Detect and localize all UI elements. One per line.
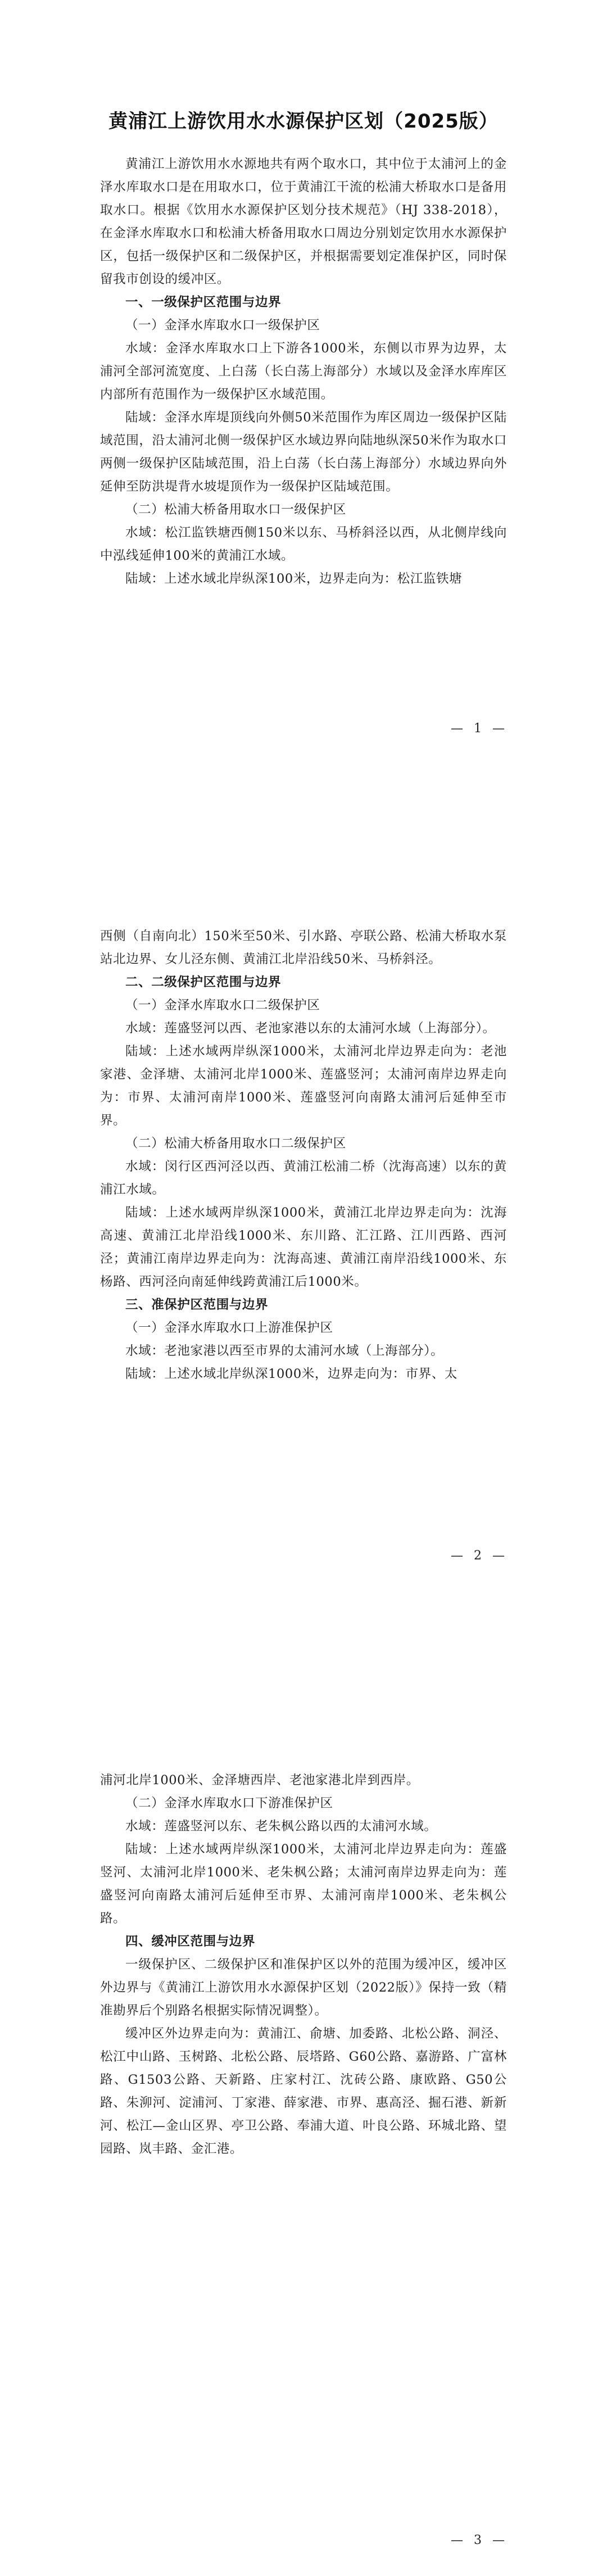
page-3-body — [100, 1769, 507, 2161]
page-3 — [0, 1717, 607, 2576]
page-number: — 3 — — [451, 2533, 508, 2547]
section-heading-4: 四、缓冲区范围与边界 — [125, 1934, 256, 1949]
paragraph: 陆域：上述水域两岸纵深1000米，太浦河北岸边界走向为：老池家港、金泽塘、太浦河北岸1000米、莲盛竖河；太浦河南岸边界走向为：市界、太浦河南岸1000米、莲盛竖河向南路太浦河后延伸至市界。 — [100, 1044, 507, 1128]
paragraph: 陆域：金泽水库堤顶线向外侧50米范围作为库区周边一级保护区陆域范围，沿太浦河北侧一级保护区水域边界向陆地纵深50米作为取水口两侧一级保护区陆域范围，沿上白荡（长白荡上海部分）水域边界向外延伸至防洪堤背水坡堤顶作为一级保护区陆域范围。 — [100, 410, 507, 494]
section-heading-3: 三、准保护区范围与边界 — [125, 1298, 269, 1312]
paragraph: 水域：金泽水库取水口上下游各1000米，东侧以市界为边界，太浦河全部河流宽度、上白荡（长白荡上海部分）水域以及金泽水库库区内部所有范围作为一级保护区水域范围。 — [100, 341, 507, 402]
page-number: — 1 — — [451, 722, 508, 736]
paragraph: 水域：老池家港以西至市界的太浦河水域（上海部分）。 — [125, 1344, 444, 1358]
subsection-heading: （二）松浦大桥备用取水口二级保护区 — [125, 1136, 346, 1151]
paragraph: 陆域：上述水域两岸纵深1000米，黄浦江北岸边界走向为：沈海高速、黄浦江北岸沿线1000米、东川路、汇江路、江川西路、西河泾；黄浦江南岸边界走向为：沈海高速、黄浦江南岸沿线1000米、东杨路、西河泾向南延伸线跨黄浦江后1000米。 — [100, 1205, 507, 1289]
paragraph: 水域：莲盛竖河以东、老朱枫公路以西的太浦河水域。 — [125, 1819, 437, 1834]
paragraph: 一级保护区、二级保护区和准保护区以外的范围为缓冲区，缓冲区外边界与《黄浦江上游饮用水水源保护区划（2022版）》保持一致（精准勘界后个别路名根据实际情况调整）。 — [100, 1957, 507, 2018]
paragraph-continued: 西侧（自南向北）150米至50米、引水路、亭联公路、松浦大桥取水泵站北边界、女儿泾东侧、黄浦江北岸沿线50米、马桥斜泾。 — [100, 929, 507, 967]
paragraph: 缓冲区外边界走向为：黄浦江、俞塘、加委路、北松公路、洞泾、松江中山路、玉树路、北松公路、辰塔路、G60公路、嘉游路、广富林路、G1503公路、天新路、庄家村江、沈砖公路、康欧路、G50公路、朱泖河、淀浦河、丁家港、薛家港、市界、惠高泾、掘石港、新新河、松江—金山区界、亭卫公路、奉浦大道、叶良公路、环城北路、望园路、岚丰路、金汇港。 — [100, 2026, 507, 2156]
subsection-heading: （一）金泽水库取水口二级保护区 — [125, 998, 320, 1013]
subsection-heading: （二）松浦大桥备用取水口一级保护区 — [125, 502, 346, 517]
document-title: 黄浦江上游饮用水水源保护区划（2025版） — [108, 110, 499, 133]
paragraph-continued: 浦河北岸1000米、金泽塘西岸、老池家港北岸到西岸。 — [100, 1773, 419, 1788]
intro-paragraph: 黄浦江上游饮用水水源地共有两个取水口，其中位于太浦河上的金泽水库取水口是在用取水口，位于黄浦江干流的松浦大桥取水口是备用取水口。根据《饮用水水源保护区划分技术规范》（HJ 338-2018），在金泽水库取水口和松浦大桥备用取水口周边分别划定饮用水水源保护区，包括一级保护区和二级保护区，并根据需要划定准保护区，同时保留我市创设的缓冲区。 — [100, 157, 507, 287]
subsection-heading: （一）金泽水库取水口一级保护区 — [125, 318, 320, 333]
paragraph: 水域：松江监铁塘西侧150米以东、马桥斜泾以西，从北侧岸线向中泓线延伸100米的黄浦江水域。 — [100, 525, 507, 563]
paragraph: 陆域：上述水域两岸纵深1000米，太浦河北岸边界走向为：莲盛竖河、太浦河北岸1000米、老朱枫公路；太浦河南岸边界走向为：莲盛竖河向南路太浦河后延伸至市界、太浦河南岸1000米、老朱枫公路。 — [100, 1842, 507, 1926]
subsection-heading: （一）金泽水库取水口上游准保护区 — [125, 1321, 333, 1335]
page-1 — [0, 0, 607, 859]
paragraph: 水域：闵行区西河泾以西、黄浦江松浦二桥（沈海高速）以东的黄浦江水域。 — [100, 1159, 507, 1197]
paragraph: 陆域：上述水域北岸纵深1000米，边界走向为：市界、太 — [125, 1367, 457, 1381]
paragraph: 水域：莲盛竖河以西、老池家港以东的太浦河水域（上海部分）。 — [125, 1021, 496, 1036]
page-2-body — [100, 925, 507, 1386]
section-heading-2: 二、二级保护区范围与边界 — [125, 975, 282, 990]
subsection-heading: （二）金泽水库取水口下游准保护区 — [125, 1796, 333, 1811]
page-number: — 2 — — [451, 1549, 508, 1563]
page-1-body — [100, 153, 507, 591]
page-2 — [0, 859, 607, 1717]
section-heading-1: 一、一级保护区范围与边界 — [125, 295, 282, 310]
paragraph: 陆域：上述水域北岸纵深100米，边界走向为：松江监铁塘 — [125, 572, 463, 586]
